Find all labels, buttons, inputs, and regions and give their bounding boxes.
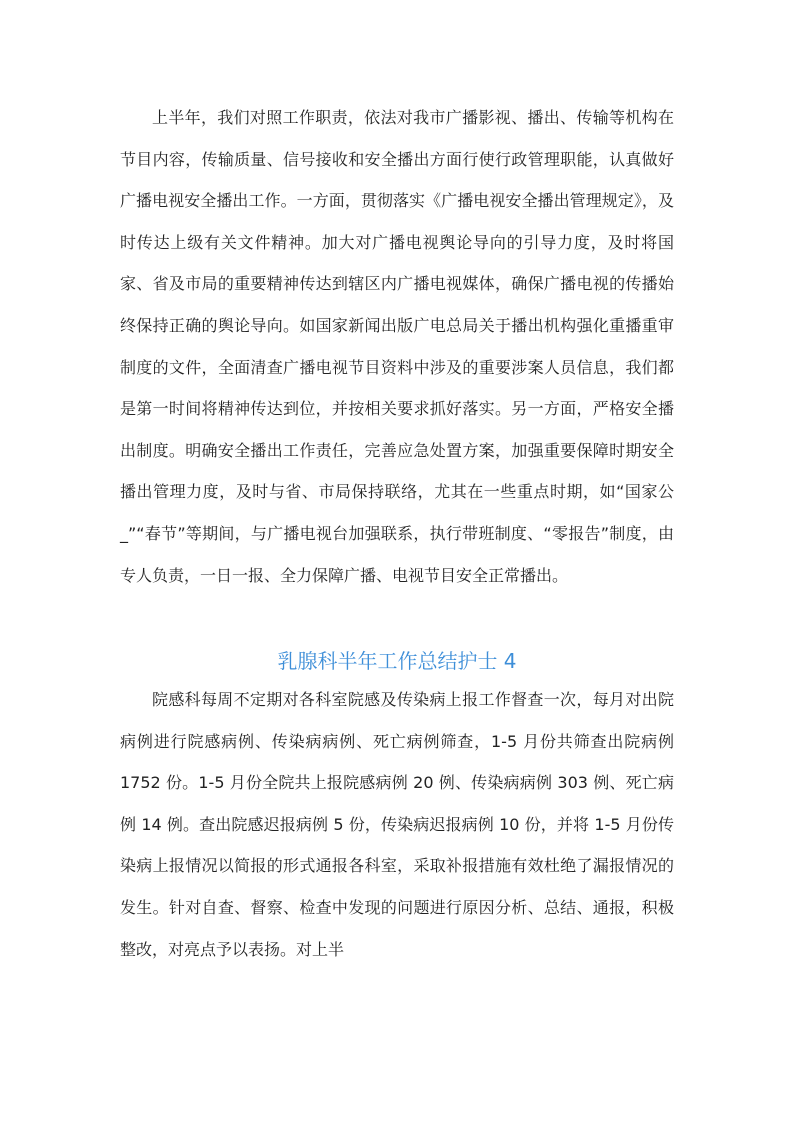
paragraph-infection-report: 院感科每周不定期对各科室院感及传染病上报工作督查一次，每月对出院病例进行院感病例、传染病病例、死亡病例筛查，1-5 月份共筛查出院病例 1752 份。1-5 月份全院共上报院感病例 20 例、传染病病例 303 例、死亡病例 14 例。查出院感迟报病例 5 份，传染病迟报病例 10 份，并将 1-5 月份传染病上报情况以简报的形式通报各科室，采取补报措施有效杜绝了漏报情况的发生。针对自查、督察、检查中发现的问题进行原因分析、总结、通报，积极整改，对亮点予以表扬。对上半	[120, 690, 674, 959]
paragraph-broadcast-safety: 上半年，我们对照工作职责，依法对我市广播影视、播出、传输等机构在节目内容，传输质量、信号接收和安全播出方面行使行政管理职能，认真做好广播电视安全播出工作。一方面，贯彻落实《广播电视安全播出管理规定》，及时传达上级有关文件精神。加大对广播电视舆论导向的引导力度，及时将国家、省及市局的重要精神传达到辖区内广播电视媒体，确保广播电视的传播始终保持正确的舆论导向。如国家新闻出版广电总局关于播出机构强化重播重审制度的文件，全面清查广播电视节目资料中涉及的重要涉案人员信息，我们都是第一时间将精神传达到位，并按相关要求抓好落实。另一方面，严格安全播出制度。明确安全播出工作责任，完善应急处置方案，加强重要保障时期安全播出管理力度，及时与省、市局保持联络，尤其在一些重点时期，如“国家公_”“春节”等期间，与广播电视台加强联系，执行带班制度、“零报告”制度，由专人负责，一日一报、全力保障广播、电视节目安全正常播出。	[120, 108, 674, 585]
body-text-section-1	[120, 97, 674, 596]
section-heading: 乳腺科半年工作总结护士 4	[277, 649, 517, 673]
body-text-section-2	[120, 679, 674, 970]
